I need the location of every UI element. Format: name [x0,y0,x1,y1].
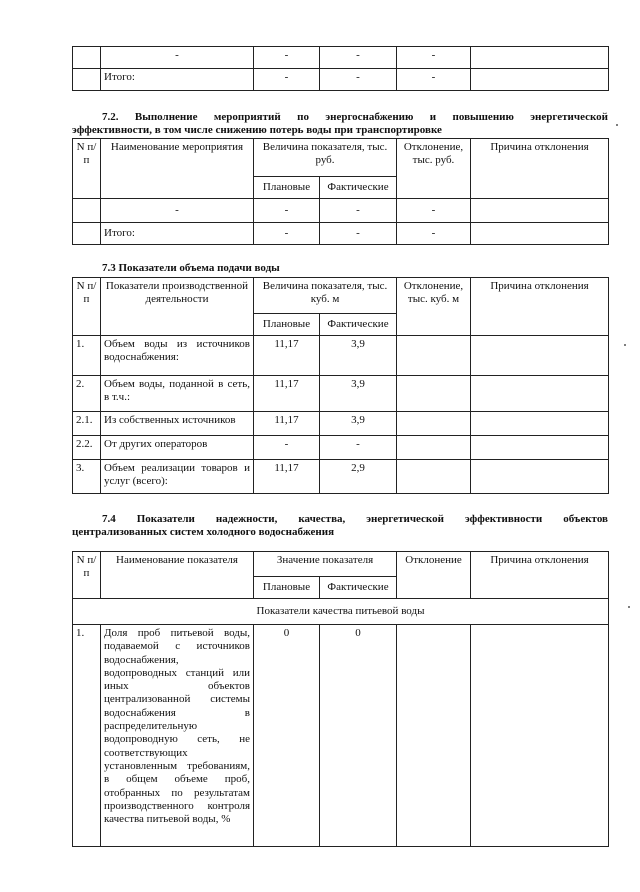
cell-plan: 11,17 [254,336,320,376]
header-reason: Причина отклонения [471,139,609,199]
cell-num: 2.2. [73,436,101,460]
section-7-2-title-line1: 7.2. Выполнение мероприятий по энергоснабжению и повышению энергетической [102,111,608,123]
cell-fact: 3,9 [320,336,397,376]
header-plan: Плановые [254,577,320,599]
table-row [73,69,609,91]
cell-plan: - [254,223,320,245]
cell-name: Объем воды из источников водоснабжения: [101,336,254,376]
section-7-2-title-line2: эффективности, в том числе снижению потерь воды при транспортировке [72,124,442,136]
table-row [73,376,609,412]
header-name: Показатели производственной деятельности [101,278,254,336]
cell-fact: 3,9 [320,376,397,412]
cell-plan: - [254,47,320,69]
cell-fact: - [320,436,397,460]
cell-num: 3. [73,460,101,494]
table-header-row [73,278,609,314]
header-value: Значение показателя [254,552,397,577]
scan-speck [624,344,626,346]
top-table [72,46,609,91]
section-7-4-title-line2: централизованных систем холодного водоснабжения [72,526,335,538]
header-plan: Плановые [254,177,320,199]
cell-fact: 3,9 [320,412,397,436]
header-num: N п/п [73,552,101,599]
header-num: N п/п [73,278,101,336]
cell-num: 1. [73,625,101,847]
cell-plan: - [254,199,320,223]
cell-fact: 2,9 [320,460,397,494]
table-row [73,460,609,494]
cell-plan: 11,17 [254,412,320,436]
cell-dev: - [397,199,471,223]
table-row [73,223,609,245]
cell-plan: 0 [254,625,320,847]
header-fact: Фактические [320,177,397,199]
cell-fact: - [320,199,397,223]
header-name: Наименование показателя [101,552,254,599]
header-num: N п/п [73,139,101,199]
table-row [73,625,609,847]
scan-speck [628,606,630,608]
table-7-4 [72,551,609,847]
section-7-4-title [72,513,608,539]
header-fact: Фактические [320,577,397,599]
group-title: Показатели качества питьевой воды [73,599,609,625]
cell-num: 1. [73,336,101,376]
section-7-3-title: 7.3 Показатели объема подачи воды [102,262,280,274]
table-group-row [73,599,609,625]
cell-plan: 11,17 [254,460,320,494]
cell-fact: 0 [320,625,397,847]
table-row [73,336,609,376]
cell-plan: - [254,69,320,91]
table-row [73,412,609,436]
cell-name: Из собственных источников [101,412,254,436]
cell-name: Итого: [101,69,254,91]
cell-name: - [101,47,254,69]
cell-num: 2.1. [73,412,101,436]
cell-num: 2. [73,376,101,412]
header-dev: Отклонение, тыс. куб. м [397,278,471,336]
cell-name: От других операторов [101,436,254,460]
header-plan: Плановые [254,314,320,336]
table-header-row [73,139,609,177]
cell-name: Объем воды, поданной в сеть, в т.ч.: [101,376,254,412]
table-row [73,436,609,460]
section-7-4-title-line1: 7.4 Показатели надежности, качества, энергетической эффективности объектов [102,513,608,525]
header-value: Величина показателя, тыс. куб. м [254,278,397,314]
cell-name: - [101,199,254,223]
table-row [73,47,609,69]
cell-fact: - [320,69,397,91]
section-7-2-title [72,111,608,137]
table-row [73,199,609,223]
cell-dev: - [397,223,471,245]
table-7-2 [72,138,609,245]
table-7-3 [72,277,609,494]
header-reason: Причина отклонения [471,278,609,336]
cell-dev: - [397,69,471,91]
cell-name: Итого: [101,223,254,245]
header-fact: Фактические [320,314,397,336]
cell-name: Доля проб питьевой воды, подаваемой с источников водоснабжения, водопроводных станций или иных объектов централизованной системы водоснабжения в распределительную водопроводную сеть, не соответствующих установленным требованиям, в общем объеме проб, отобранных по результатам производственного контроля качества питьевой воды, % [101,625,254,847]
header-name: Наименование мероприятия [101,139,254,199]
cell-name: Объем реализации товаров и услуг (всего): [101,460,254,494]
cell-dev: - [397,47,471,69]
scan-speck [616,124,618,126]
header-dev: Отклонение, тыс. руб. [397,139,471,199]
cell-fact: - [320,223,397,245]
cell-plan: - [254,436,320,460]
header-value: Величина показателя, тыс. руб. [254,139,397,177]
header-reason: Причина отклонения [471,552,609,599]
cell-fact: - [320,47,397,69]
table-header-row [73,552,609,577]
cell-plan: 11,17 [254,376,320,412]
header-dev: Отклонение [397,552,471,599]
